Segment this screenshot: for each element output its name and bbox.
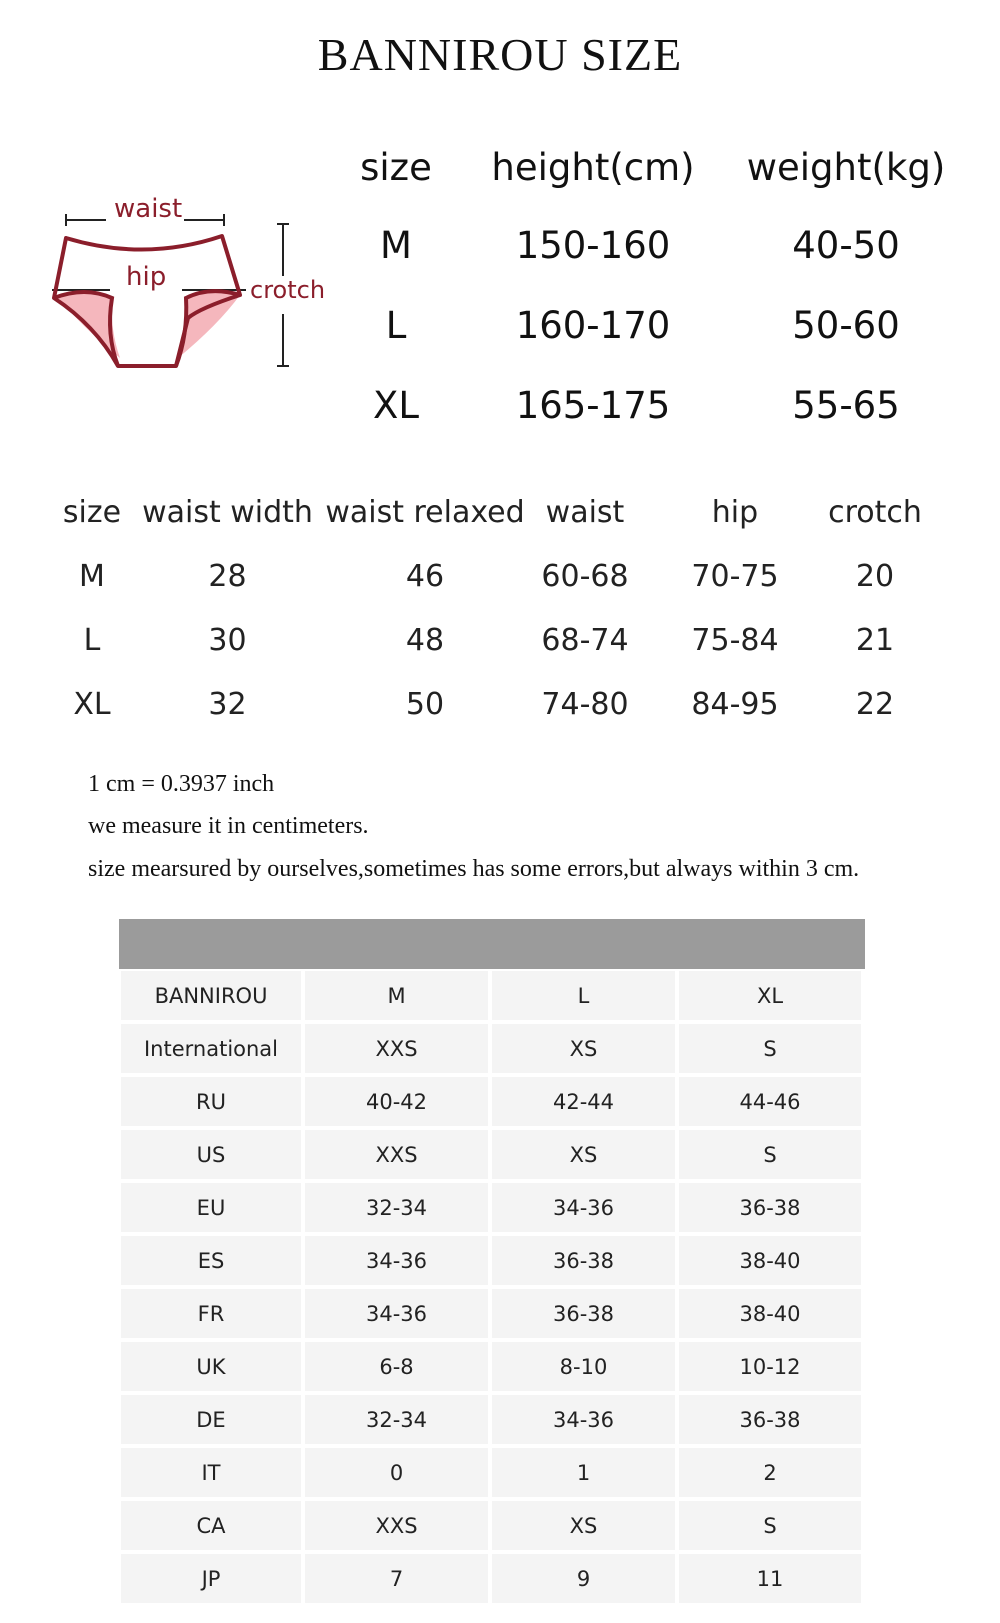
table-header: size	[360, 146, 432, 189]
table-cell: 50-60	[792, 304, 900, 347]
table-cell: M	[305, 971, 488, 1020]
page-title: BANNIROU SIZE	[317, 29, 683, 80]
table-cell: 34-36	[305, 1236, 488, 1285]
row-label: IT	[121, 1448, 301, 1497]
table-cell: 9	[492, 1554, 675, 1603]
row-label: DE	[121, 1395, 301, 1444]
error-note: size mearsured by ourselves,sometimes has some errors,but always within 3 cm.	[88, 856, 860, 882]
table-cell: 40-50	[792, 224, 900, 267]
table-cell: 75-84	[691, 623, 779, 658]
table-cell: S	[679, 1024, 861, 1073]
international-size-table	[119, 919, 865, 1605]
row-label: EU	[121, 1183, 301, 1232]
table-cell: 42-44	[492, 1077, 675, 1126]
table-cell: 36-38	[492, 1289, 675, 1338]
table-cell: 22	[855, 687, 895, 722]
table-header: weight(kg)	[746, 146, 946, 189]
hip-label: hip	[126, 262, 167, 292]
table-cell: 28	[208, 559, 247, 594]
table-header: waist width	[142, 495, 313, 530]
table-cell: M	[380, 224, 412, 267]
table-header: height(cm)	[491, 146, 695, 189]
table-cell: L	[492, 971, 675, 1020]
table-row	[119, 1446, 865, 1499]
table-row	[119, 1393, 865, 1446]
table-cell: 38-40	[679, 1236, 861, 1285]
table-cell: 84-95	[691, 687, 779, 722]
table-cell: 34-36	[492, 1395, 675, 1444]
row-label: UK	[121, 1342, 301, 1391]
conversion-note: 1 cm = 0.3937 inch	[88, 771, 275, 797]
unit-note: we measure it in centimeters.	[88, 813, 369, 839]
table-cell: 150-160	[515, 224, 671, 267]
table-cell: S	[679, 1501, 861, 1550]
table-cell: 44-46	[679, 1077, 861, 1126]
table-cell: 32	[208, 687, 247, 722]
table-header-bar	[119, 919, 865, 969]
table-cell: 55-65	[792, 384, 900, 427]
waist-label: waist	[114, 194, 183, 224]
table-cell: S	[679, 1130, 861, 1179]
row-label: CA	[121, 1501, 301, 1550]
table-cell: 165-175	[515, 384, 671, 427]
table-cell: 6-8	[305, 1342, 488, 1391]
row-label: FR	[121, 1289, 301, 1338]
table-cell: XXS	[305, 1024, 488, 1073]
table-cell: 36-38	[679, 1395, 861, 1444]
table-cell: XL	[679, 971, 861, 1020]
table-cell: 160-170	[515, 304, 671, 347]
table-cell: 21	[855, 623, 895, 658]
row-label: ES	[121, 1236, 301, 1285]
table-cell: 34-36	[305, 1289, 488, 1338]
table-row	[119, 1075, 865, 1128]
table-row	[119, 1340, 865, 1393]
table-cell: 20	[855, 559, 895, 594]
table-row	[119, 1234, 865, 1287]
table-cell: 8-10	[492, 1342, 675, 1391]
table-cell: 30	[208, 623, 247, 658]
table-cell: 34-36	[492, 1183, 675, 1232]
table-cell: L	[385, 304, 407, 347]
table-row	[119, 1499, 865, 1552]
table-row	[119, 1552, 865, 1605]
table-cell: 70-75	[691, 559, 779, 594]
table-cell: 0	[305, 1448, 488, 1497]
garment-diagram	[40, 190, 340, 380]
table-row	[119, 1128, 865, 1181]
table-cell: 1	[492, 1448, 675, 1497]
table-cell: 10-12	[679, 1342, 861, 1391]
row-label: International	[121, 1024, 301, 1073]
table-row	[119, 1287, 865, 1340]
table-header: waist relaxed	[325, 495, 525, 530]
table-cell: 2	[679, 1448, 861, 1497]
table-cell: XL	[73, 687, 111, 722]
table-cell: XXS	[305, 1130, 488, 1179]
table-cell: XXS	[305, 1501, 488, 1550]
table-cell: 11	[679, 1554, 861, 1603]
table-cell: 36-38	[492, 1236, 675, 1285]
table-cell: 32-34	[305, 1395, 488, 1444]
row-label: JP	[121, 1554, 301, 1603]
table-cell: 50	[405, 687, 445, 722]
table-cell: 7	[305, 1554, 488, 1603]
table-cell: L	[83, 623, 101, 658]
table-header: waist	[545, 495, 625, 530]
row-label: RU	[121, 1077, 301, 1126]
table-cell: XL	[373, 384, 419, 427]
table-cell: XS	[492, 1501, 675, 1550]
table-cell: 40-42	[305, 1077, 488, 1126]
table-cell: 60-68	[541, 559, 629, 594]
table-header: size	[62, 495, 122, 530]
table-cell: 68-74	[541, 623, 629, 658]
table-cell: 38-40	[679, 1289, 861, 1338]
table-row	[119, 1022, 865, 1075]
table-row	[119, 1181, 865, 1234]
table-header: crotch	[828, 495, 922, 530]
table-cell: XS	[492, 1130, 675, 1179]
row-label: BANNIROU	[121, 971, 301, 1020]
table-cell: 48	[405, 623, 445, 658]
table-cell: M	[79, 559, 105, 594]
table-cell: 74-80	[541, 687, 629, 722]
table-cell: 36-38	[679, 1183, 861, 1232]
row-label: US	[121, 1130, 301, 1179]
table-row	[119, 969, 865, 1022]
crotch-label: crotch	[250, 276, 326, 304]
table-cell: XS	[492, 1024, 675, 1073]
table-header: hip	[711, 495, 759, 530]
table-body	[119, 969, 865, 1605]
table-cell: 32-34	[305, 1183, 488, 1232]
table-cell: 46	[405, 559, 445, 594]
